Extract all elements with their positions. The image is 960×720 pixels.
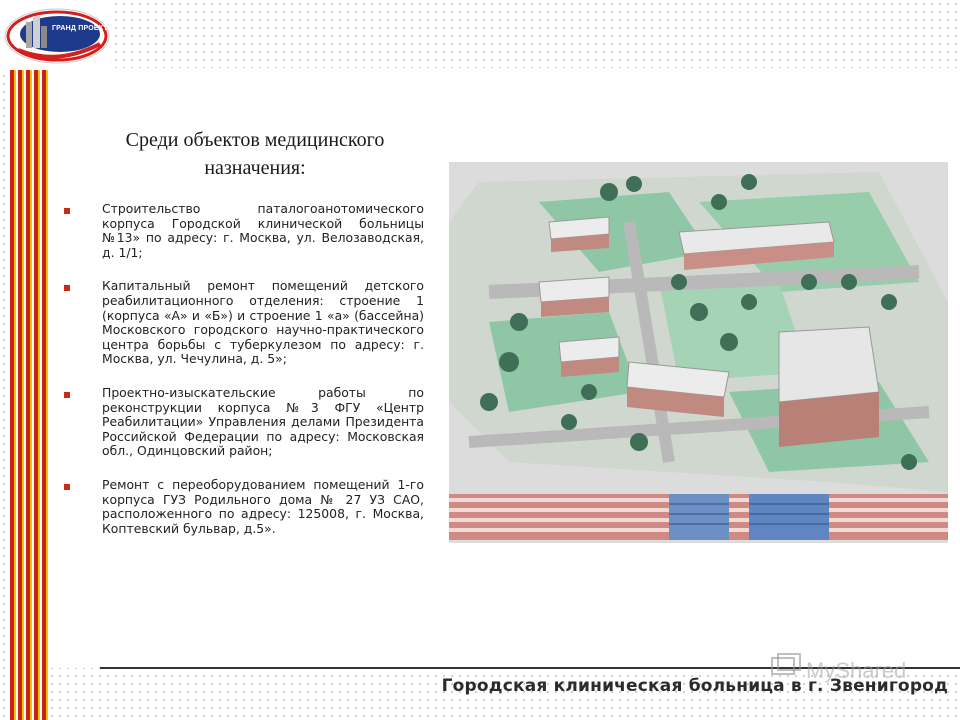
bullet-list bbox=[62, 202, 424, 555]
list-item bbox=[62, 279, 424, 367]
title-line-2: назначения: bbox=[204, 157, 306, 179]
bullet-icon bbox=[64, 484, 70, 490]
site-model-illustration bbox=[449, 162, 948, 543]
logo bbox=[0, 0, 115, 70]
title-line-1: Среди объектов медицинского bbox=[125, 129, 385, 151]
page-title bbox=[90, 126, 420, 182]
footer-caption: Городская клиническая больница в г. Звенигород bbox=[441, 676, 948, 696]
list-item-text: Проектно-изыскательские работы по реконструкции корпуса №3 ФГУ «Центр Реабилитации» Управления делами Президента Российской Федерации по адресу: Московская обл., Одинцовский район; bbox=[102, 384, 424, 459]
list-item bbox=[62, 386, 424, 459]
grand-proekt-logo-icon bbox=[0, 0, 115, 70]
list-item-text: Строительство паталогоанотомического корпуса Городской клинической больницы №13» по адресу: г. Москва, ул. Велозаводская, д. 1/1; bbox=[102, 201, 424, 260]
hospital-site-model-image bbox=[449, 162, 948, 543]
list-item-text: Ремонт с переоборудованием помещений 1-го корпуса ГУЗ Родильного дома № 27 УЗ САО, расположенного по адресу: 125008, г. Москва, Коптевский бульвар, д.5». bbox=[102, 476, 424, 536]
bullet-icon bbox=[64, 392, 70, 398]
list-item-text: Капитальный ремонт помещений детского реабилитационного отделения: строение 1 (корпуса «А» и «Б») и строение 1 «а» (бассейна) Московского городского научно-практического центра борьбы с туберкулезом по адресу: г. Москва, ул. Чечулина, д. 5»; bbox=[102, 278, 424, 367]
watermark-text: MyShared bbox=[806, 658, 907, 683]
logo-text: ГРАНД ПРОЕКТ bbox=[52, 25, 108, 32]
bullet-icon bbox=[64, 208, 70, 214]
list-item bbox=[62, 478, 424, 536]
bullet-icon bbox=[64, 285, 70, 291]
decorative-stripes bbox=[10, 70, 48, 720]
list-item bbox=[62, 202, 424, 260]
